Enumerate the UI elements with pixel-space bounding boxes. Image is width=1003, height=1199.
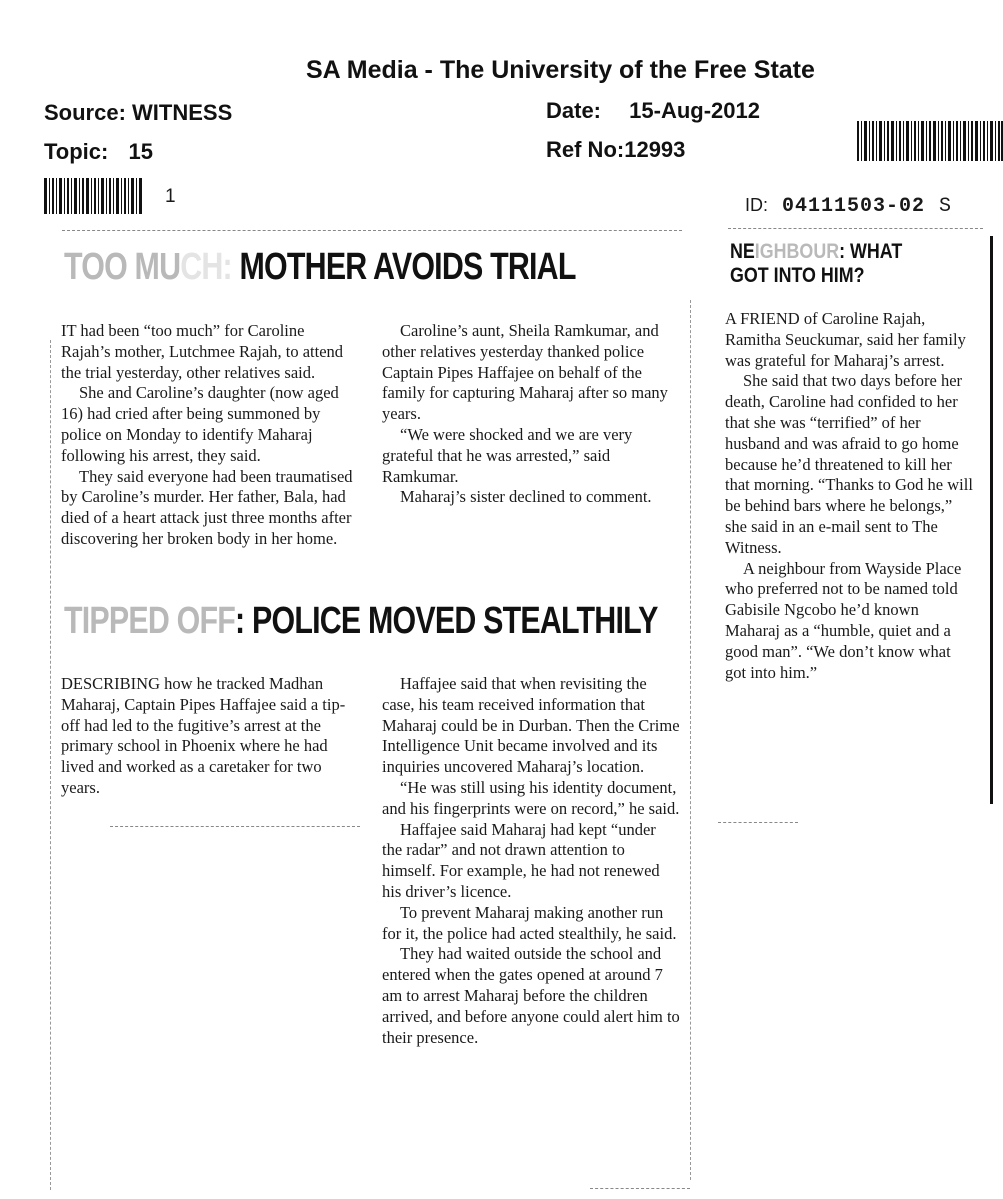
sidebar-headline-line1 [730, 240, 902, 264]
paragraph: “We were shocked and we are very grateful that he was arrested,” said Ramkumar. [382, 424, 633, 486]
clip-border-bottom [590, 1188, 690, 1189]
topic-value: 15 [128, 139, 153, 164]
id-label: ID: [745, 195, 769, 215]
clip-border-sidebar-top [728, 228, 983, 229]
ref-label: Ref No: [546, 137, 625, 162]
ref-value: 12993 [624, 137, 686, 162]
clip-border-top [62, 230, 682, 231]
article2-headline [64, 600, 658, 643]
paragraph: IT had been “too much” for Caroline Rajah’s mother, Lutchmee Rajah, to attend the trial yesterday, other relatives said. [61, 321, 344, 382]
sidebar-headline [730, 240, 902, 288]
date-value: 15-Aug-2012 [629, 98, 760, 123]
paragraph: A neighbour from Wayside Place who preferred not to be named told Gabisile Ngcobo he’d known Maharaj as a “humble, quiet and a good man”. “We don’t know what got into him.” [725, 558, 962, 682]
sidebar-headline-line2: GOT INTO HIM? [730, 264, 865, 287]
clip-divider [110, 826, 360, 827]
source-field [44, 100, 232, 126]
page-number: 1 [165, 186, 176, 207]
paragraph: She said that two days before her death, Caroline had confided to her that she was “terrified” of her husband and was afraid to go home because he’d threatened to kill her that morning. “Thanks to God he will be behind bars where he belongs,” she said in an e-mail sent to The Witness. [725, 371, 973, 557]
date-field [546, 98, 760, 124]
page-title: SA Media - The University of the Free State [306, 56, 815, 84]
topic-field [44, 139, 153, 165]
topic-label: Topic: [44, 139, 109, 164]
headline-faded-text: IGHBOUR [754, 240, 840, 263]
article1-column-1 [61, 321, 355, 550]
article2-column-2 [382, 674, 680, 1048]
paragraph: A FRIEND of Caroline Rajah, Ramitha Seuckumar, said her family was grateful for Maharaj’s arrest. [725, 309, 966, 370]
paragraph: Maharaj’s sister declined to comment. [400, 487, 652, 507]
edge-rule [990, 236, 993, 804]
source-label: Source: [44, 100, 126, 125]
sidebar-column [725, 309, 975, 683]
barcode-icon [857, 121, 1003, 161]
paragraph: “He was still using his identity document, and his fingerprints were on record,” he said. [382, 777, 680, 818]
headline-main-text: MOTHER AVOIDS TRIAL [239, 246, 576, 288]
source-value: WITNESS [132, 100, 233, 125]
headline-faded-prefix: NE [730, 240, 755, 263]
paragraph: To prevent Maharaj making another run for it, the police had acted stealthily, he said. [382, 902, 677, 943]
article1-headline [64, 246, 576, 289]
id-trailing: S [939, 195, 952, 218]
clipping-id [745, 195, 951, 218]
ref-field [546, 137, 685, 163]
sidebar-end-rule [718, 822, 798, 823]
clip-border-left [50, 340, 51, 1190]
barcode-icon [44, 178, 144, 214]
paragraph: They said everyone had been traumatised by Caroline’s murder. Her father, Bala, had died of a heart attack just three months after discovering her broken body in her home. [61, 466, 353, 548]
column-gutter [690, 300, 691, 1180]
headline-main-text: : WHAT [839, 240, 903, 263]
headline-main-text: : POLICE MOVED STEALTHILY [235, 600, 658, 642]
id-value: 04111503-02 [782, 195, 926, 218]
headline-faded-text: TIPPED OFF [64, 600, 236, 642]
paragraph: Caroline’s aunt, Sheila Ramkumar, and other relatives yesterday thanked police Captain Pipes Haffajee on behalf of the family for capturing Maharaj after so many years. [382, 321, 668, 424]
paragraph: They had waited outside the school and entered when the gates opened at around 7 am to arrest Maharaj before the children arrived, and before anyone could alert him to their presence. [382, 944, 680, 1047]
paragraph: Haffajee said that when revisiting the case, his team received information that Maharaj could be in Durban. Then the Crime Intelligence Unit became involved and its inquiries uncovered Maharaj’s location. [382, 674, 680, 777]
paragraph: DESCRIBING how he tracked Madhan Maharaj, Captain Pipes Haffajee said a tip-off had led to the fugitive’s arrest at the primary school in Phoenix where he had lived and worked as a caretaker for two years. [61, 674, 346, 797]
paragraph: She and Caroline’s daughter (now aged 16) had cried after being summoned by police on Monday to identify Maharaj following his arrest, they said. [61, 383, 339, 465]
paragraph: Haffajee said Maharaj had kept “under the radar” and not drawn attention to himself. For example, he had not renewed his driver’s licence. [382, 819, 660, 901]
date-label: Date: [546, 98, 602, 123]
article1-column-2 [382, 321, 680, 508]
headline-faded-text: TOO MU [64, 246, 181, 288]
article2-column-1 [61, 674, 353, 799]
headline-gap-text: CH: [180, 246, 240, 288]
